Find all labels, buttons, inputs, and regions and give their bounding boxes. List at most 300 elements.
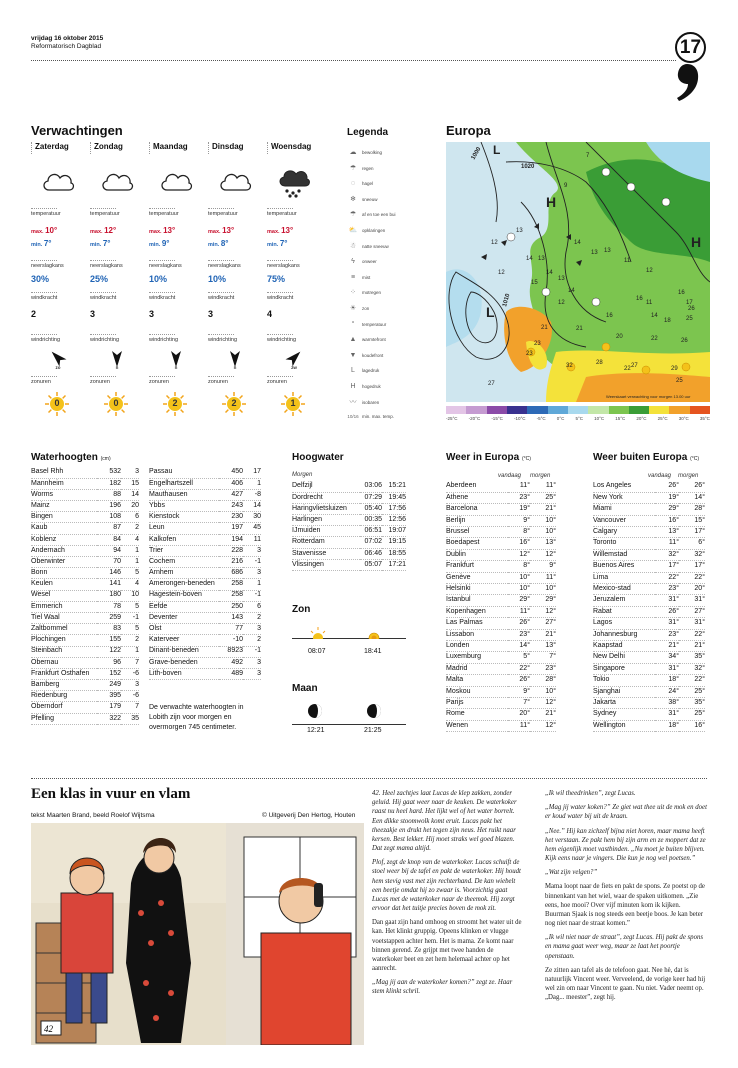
rain-chance: 10% <box>149 274 168 284</box>
water-row-cell: Pfelling <box>31 714 54 722</box>
water-row-cell: Zaltbommel <box>31 625 68 633</box>
legend-label: af en toe een bui <box>362 212 396 218</box>
europe-row-cell: 5° <box>523 653 530 661</box>
legend-item <box>347 399 379 407</box>
water-row-cell: 6 <box>257 602 261 610</box>
world-table <box>593 481 705 732</box>
legend-icon: ⛅ <box>348 227 358 234</box>
map-temp: 23 <box>526 351 533 357</box>
water-row-cell: 1 <box>135 546 139 554</box>
europe-row-cell: Kopenhagen <box>446 607 486 615</box>
issue-date: vrijdag 16 oktober 2015 <box>31 35 104 42</box>
tide-row <box>292 537 406 548</box>
wind-label: windkracht <box>149 295 176 301</box>
world-row-cell: 19° <box>668 493 679 501</box>
sunset-icon <box>365 627 383 639</box>
water-row <box>149 512 261 523</box>
rain-label: neerslagkans <box>149 263 182 269</box>
water-row <box>31 478 139 489</box>
scale-swatch <box>466 406 486 414</box>
map-temp: 22 <box>624 366 631 372</box>
europe-row-cell: Dublin <box>446 550 466 558</box>
europe-row-cell: 10° <box>545 687 556 695</box>
water-row <box>31 501 139 512</box>
world-row-cell: Sydney <box>593 710 617 718</box>
tide-row <box>292 548 406 559</box>
europe-row <box>446 675 556 686</box>
map-temp: 12 <box>558 300 565 306</box>
min-label: min. <box>90 242 102 248</box>
page-number: 17 <box>675 32 706 63</box>
map-temp: 15 <box>531 280 538 286</box>
europe-row-cell: Moskou <box>446 687 471 695</box>
tide-row-cell: 06:46 <box>364 549 382 557</box>
water-row-cell: Deventer <box>149 613 178 621</box>
water-row-cell: Olst <box>149 625 162 633</box>
europe-row <box>446 549 556 560</box>
water-row-cell: Wesel <box>31 591 51 599</box>
tide-morgen: Morgen <box>292 472 313 478</box>
world-row-cell: Toronto <box>593 539 617 547</box>
water-row-cell: 70 <box>113 557 121 565</box>
europe-row-cell: Lissabon <box>446 630 475 638</box>
page-header <box>31 35 103 52</box>
world-row <box>593 549 705 560</box>
water-row-cell: 4 <box>135 535 139 543</box>
water-row-cell: -1 <box>254 647 261 655</box>
water-row-cell: Kaub <box>31 524 48 532</box>
water-row <box>149 545 261 556</box>
tide-row-cell: Rotterdam <box>292 538 325 546</box>
map-pressure-high: H <box>546 194 557 210</box>
water-row-cell: 96 <box>113 658 121 666</box>
tide-title: Hoogwater <box>292 452 344 463</box>
water-row-cell: 11 <box>253 535 261 543</box>
scale-swatch <box>588 406 608 414</box>
world-row-cell: 22° <box>694 630 705 638</box>
water-row-cell: -8 <box>254 490 261 498</box>
max-label: max. <box>90 229 103 235</box>
europe-row-cell: Genève <box>446 573 471 581</box>
water-row <box>149 612 261 623</box>
isobar-label: 1000 <box>470 146 483 161</box>
water-row-cell: 3 <box>257 546 261 554</box>
map-temp: 16 <box>606 313 613 319</box>
map-temp: 28 <box>596 360 603 366</box>
europe-row <box>446 606 556 617</box>
wind-direction: zo <box>55 365 61 370</box>
europe-row-cell: 26° <box>519 619 530 627</box>
sunrise-icon <box>309 627 327 639</box>
legend-label: hogedruk <box>362 384 381 389</box>
water-row-cell: Oberndorf <box>31 703 63 711</box>
world-row-cell: Tokio <box>593 676 610 684</box>
europe-row-cell: Parijs <box>446 698 464 706</box>
legend-icon: ☁ <box>349 149 357 156</box>
comic-illustration <box>31 823 364 1045</box>
map-pressure-high: H <box>691 234 702 250</box>
water-table-left <box>31 467 139 725</box>
story-paragraph: „Ik wil theedrinken”, zegt Lucas. <box>545 790 636 797</box>
tide-row-cell: Harlingen <box>292 515 322 523</box>
world-row-cell: 15° <box>694 516 705 524</box>
map-temp: 16 <box>636 296 643 302</box>
tide-row-cell: 06:51 <box>364 527 382 535</box>
rain-chance: 25% <box>90 274 109 284</box>
world-row <box>593 527 705 538</box>
isobar-label: 1010 <box>502 293 512 308</box>
day-name: Woensdag <box>267 142 321 154</box>
max-temp: 13° <box>281 226 294 235</box>
legend-item <box>347 180 373 188</box>
sunset-time: 18:41 <box>364 648 382 655</box>
water-row <box>31 635 139 646</box>
legend-icon: ❄ <box>350 195 356 203</box>
dir-label: windrichting <box>149 337 179 343</box>
legend-item <box>347 383 381 391</box>
water-row <box>149 657 261 668</box>
sunrise-time: 08:07 <box>308 648 326 655</box>
water-row-cell: 216 <box>231 557 243 565</box>
water-row-cell: -6 <box>132 692 139 700</box>
tide-row <box>292 503 406 514</box>
tide-row-cell: Dordrecht <box>292 493 323 501</box>
max-temp: 12° <box>104 226 117 235</box>
tide-row-cell: 17:56 <box>388 504 406 512</box>
world-row-cell: 31° <box>668 664 679 672</box>
scale-label: 0°C <box>556 416 565 421</box>
min-temp: 8° <box>220 239 229 248</box>
europe-row <box>446 709 556 720</box>
legend-icon: 〰 <box>349 398 357 406</box>
map-temp: 12 <box>498 270 505 276</box>
tide-row-cell: Stavenisse <box>292 549 327 557</box>
europe-row <box>446 618 556 629</box>
water-row-cell: Steinbach <box>31 647 63 655</box>
map-pressure-low: L <box>486 304 495 320</box>
water-row <box>149 646 261 657</box>
water-row-cell: 2 <box>135 524 139 532</box>
tide-row-cell: 12:56 <box>388 515 406 523</box>
water-row <box>31 557 139 568</box>
world-row-cell: 31° <box>668 710 679 718</box>
map-temp: 11 <box>646 300 653 306</box>
scale-swatch <box>609 406 629 414</box>
map-temp: 11 <box>624 258 631 264</box>
world-row-cell: 31° <box>668 596 679 604</box>
world-row <box>593 492 705 503</box>
world-row-cell: 22° <box>694 573 705 581</box>
europe-row-cell: 10° <box>519 573 530 581</box>
map-temp: 27 <box>488 381 495 387</box>
world-row-cell: Lagos <box>593 619 613 627</box>
map-pressure-low: L <box>493 143 501 157</box>
wind-direction: n <box>115 365 119 370</box>
europe-row-cell: 9° <box>523 687 530 695</box>
water-row <box>149 635 261 646</box>
rain-cloud-icon <box>277 170 331 201</box>
europe-row-cell: 8° <box>523 528 530 536</box>
water-row-cell: 5 <box>135 569 139 577</box>
europe-row-cell: Istanbul <box>446 596 471 604</box>
temperature-scale-labels <box>446 416 710 421</box>
water-table-right <box>149 467 261 680</box>
world-tomorrow: morgen <box>678 473 699 479</box>
water-row-cell: 427 <box>231 490 243 498</box>
world-row-cell: New Delhi <box>593 653 625 661</box>
europe-row-cell: 23° <box>545 664 556 672</box>
cloud-icon <box>159 170 213 195</box>
legend-item <box>347 352 383 360</box>
europe-row-cell: 25° <box>545 493 556 501</box>
forecast-title: Verwachtingen <box>31 123 123 138</box>
water-row-cell: 3 <box>257 625 261 633</box>
europe-row <box>446 504 556 515</box>
world-row <box>593 572 705 583</box>
sun-label: zonuren <box>149 379 169 385</box>
max-temp: 13° <box>222 226 235 235</box>
europe-row-cell: Las Palmas <box>446 619 483 627</box>
water-row-cell: 108 <box>109 513 121 521</box>
water-row-cell: 155 <box>109 636 121 644</box>
world-row-cell: Buenos Aires <box>593 562 635 570</box>
comma-logo-icon <box>674 62 700 102</box>
map-temp: 20 <box>616 334 623 340</box>
world-row-cell: Los Angeles <box>593 482 632 490</box>
europe-row-cell: 12° <box>545 698 556 706</box>
map-temp: 14 <box>546 270 553 276</box>
world-row <box>593 618 705 629</box>
story-paragraph: Dan gaat zijn hand omhoog en stroomt het water uit de kan. Het klinkt gruppig. Opeens klinken er vlugge voetstappen achter hem. Het is mama. Ze komt naar binnen gerend. Ze grijpt met twee handen de waterkoker beet en zet hem helemaal achter op het aanrecht. <box>372 919 522 973</box>
water-row-cell: 1 <box>135 557 139 565</box>
world-row-cell: Willemstad <box>593 550 628 558</box>
wind-force: 3 <box>149 309 155 319</box>
sun-hours: 2 <box>231 398 237 408</box>
wind-force: 3 <box>208 309 214 319</box>
water-row-cell: Bonn <box>31 569 48 577</box>
water-row-cell: Andernach <box>31 546 65 554</box>
forecast-day-3 <box>208 142 262 408</box>
tide-row-cell: 18:55 <box>388 549 406 557</box>
world-row-cell: 13° <box>668 528 679 536</box>
sun-hours: 0 <box>113 398 119 408</box>
water-row <box>31 534 139 545</box>
water-row-cell: 84 <box>113 535 121 543</box>
wind-label: windkracht <box>90 295 117 301</box>
tide-row-cell: Haringvlietsluizen <box>292 504 347 512</box>
scale-swatch <box>446 406 466 414</box>
water-row-cell: 2 <box>135 636 139 644</box>
water-row-cell: 77 <box>235 625 243 633</box>
legend-label: natte sneeuw <box>362 243 389 249</box>
water-row-cell: 230 <box>231 513 243 521</box>
world-row-cell: 27° <box>694 607 705 615</box>
water-row-cell: 78 <box>113 602 121 610</box>
europe-row <box>446 515 556 526</box>
story-byline: tekst Maarten Brand, beeld Roelof Wijtsma <box>31 812 155 819</box>
scale-label: 5°C <box>575 416 583 421</box>
water-row-cell: Cochem <box>149 557 176 565</box>
water-row-cell: Amerongen-beneden <box>149 580 215 588</box>
newspaper-name: Reformatorisch Dagblad <box>31 43 102 51</box>
world-row-cell: 34° <box>668 653 679 661</box>
water-row-cell: Worms <box>31 490 54 498</box>
water-row-cell: 1 <box>135 647 139 655</box>
water-row-cell: 3 <box>257 569 261 577</box>
story-column-1 <box>372 789 524 1002</box>
dir-label: windrichting <box>208 337 238 343</box>
europe-row-cell: Brussel <box>446 528 470 536</box>
map-temp: 14 <box>526 256 533 262</box>
europe-row-cell: 29° <box>545 596 556 604</box>
world-row-cell: 29° <box>668 505 679 513</box>
dir-label: windrichting <box>31 337 61 343</box>
legend-item <box>347 165 374 173</box>
world-row-cell: 16° <box>694 721 705 729</box>
water-row-cell: Eefde <box>149 602 168 610</box>
europe-row-cell: 10° <box>545 528 556 536</box>
europe-row-cell: 11° <box>519 721 530 729</box>
rain-label: neerslagkans <box>208 263 241 269</box>
map-temp: 13 <box>604 248 611 254</box>
wind-force: 2 <box>31 309 37 319</box>
legend-title: Legenda <box>347 127 389 138</box>
world-row-cell: 6° <box>698 539 705 547</box>
legend-label: zon <box>362 306 370 311</box>
moon-timeline <box>292 724 406 725</box>
rain-label: neerslagkans <box>90 263 123 269</box>
map-temp: 32 <box>566 363 573 369</box>
world-row-cell: 23° <box>668 630 679 638</box>
map-temp: 13 <box>516 228 523 234</box>
world-row <box>593 640 705 651</box>
legend-label: bewolking <box>362 150 383 155</box>
world-row-cell: 32° <box>694 550 705 558</box>
map-temp: 7 <box>586 153 590 159</box>
max-label: max. <box>31 229 44 235</box>
map-temp: 14 <box>568 288 575 294</box>
world-row-cell: 22° <box>668 573 679 581</box>
europe-title-text: Weer in Europa <box>446 452 520 463</box>
world-row-cell: Johannesburg <box>593 630 638 638</box>
water-row-cell: Ybbs <box>149 501 165 509</box>
water-row-cell: 395 <box>109 692 121 700</box>
water-row-cell: Arnhem <box>149 569 174 577</box>
europe-row <box>446 663 556 674</box>
water-row-cell: 5 <box>135 625 139 633</box>
wind-label: windkracht <box>208 295 235 301</box>
scale-label: 10°C <box>594 416 605 421</box>
europe-row-cell: 26° <box>519 676 530 684</box>
water-row-cell: 3 <box>257 658 261 666</box>
europe-row-cell: Wenen <box>446 721 469 729</box>
legend-label: temperatuur <box>362 321 387 327</box>
europe-row-cell: 12° <box>545 721 556 729</box>
water-row-cell: 2 <box>257 636 261 644</box>
wind-direction: zw <box>291 365 297 370</box>
wind-force: 3 <box>90 309 96 319</box>
world-row-cell: 11° <box>668 539 679 547</box>
max-temp: 13° <box>163 226 176 235</box>
story-paragraph: „Wat zijn velgen?” <box>545 869 598 877</box>
tide-row <box>292 492 406 503</box>
world-row-cell: 38° <box>668 698 679 706</box>
max-temp: 10° <box>45 226 58 235</box>
sun-label: zonuren <box>90 379 110 385</box>
europe-row-cell: 28° <box>545 676 556 684</box>
story-paragraph: „Mag jij water koken?” Ze giet wat thee uit de mok en doet er koud water bij uit de kraan. <box>545 804 707 821</box>
world-row-cell: Sjanghai <box>593 687 621 695</box>
scale-swatch <box>487 406 507 414</box>
world-row-cell: 26° <box>694 482 705 490</box>
europe-row-cell: 12° <box>545 550 556 558</box>
sun-label: zonuren <box>31 379 51 385</box>
europe-row-cell: 12° <box>519 550 530 558</box>
legend-icon: 10/16 <box>347 414 359 420</box>
europe-row-cell: 14° <box>519 641 530 649</box>
europe-row-cell: 13° <box>545 539 556 547</box>
dir-label: windrichting <box>267 337 297 343</box>
map-temp: 13 <box>538 256 545 262</box>
europe-row-cell: Athene <box>446 493 469 501</box>
map-temp: 23 <box>534 341 541 347</box>
water-row <box>31 568 139 579</box>
water-row-cell: 87 <box>113 524 121 532</box>
europe-row-cell: 9° <box>523 516 530 524</box>
water-row-cell: 83 <box>113 625 121 633</box>
europe-row <box>446 584 556 595</box>
water-row <box>31 512 139 523</box>
water-row-cell: 10 <box>131 591 139 599</box>
world-row <box>593 561 705 572</box>
world-row-cell: 31° <box>694 596 705 604</box>
water-row-cell: Emmerich <box>31 602 63 610</box>
day-name: Maandag <box>149 142 203 154</box>
world-unit: (°C) <box>690 456 700 462</box>
water-row-cell: Mannheim <box>31 479 64 487</box>
europe-row-cell: 7° <box>549 653 556 661</box>
day-name: Zaterdag <box>31 142 85 154</box>
water-row-cell: 15 <box>131 479 139 487</box>
water-row <box>149 601 261 612</box>
water-row-cell: 228 <box>231 546 243 554</box>
water-row-cell: 45 <box>253 524 261 532</box>
legend-item <box>347 258 377 266</box>
world-row-cell: 18° <box>668 676 679 684</box>
europe-row-cell: Berlijn <box>446 516 466 524</box>
europe-row <box>446 629 556 640</box>
sun-hours: 2 <box>172 398 178 408</box>
water-row-cell: 88 <box>113 490 121 498</box>
water-row <box>31 713 139 724</box>
europe-row-cell: 21° <box>545 505 556 513</box>
europe-row-cell: 23° <box>519 493 530 501</box>
scale-swatch <box>548 406 568 414</box>
water-row <box>31 467 139 478</box>
water-row-cell: 122 <box>109 647 121 655</box>
water-row-cell: -1 <box>132 613 139 621</box>
water-row-cell: 196 <box>109 501 121 509</box>
water-row-cell: 492 <box>231 658 243 666</box>
europe-row-cell: 23° <box>519 630 530 638</box>
water-unit: (cm) <box>100 456 111 462</box>
legend-label: mist <box>362 274 371 280</box>
world-row-cell: Calgary <box>593 528 618 536</box>
europe-row-cell: 11° <box>545 573 556 581</box>
scale-label: 25°C <box>657 416 668 421</box>
water-row-cell: 4 <box>135 580 139 588</box>
water-row-cell: 182 <box>109 479 121 487</box>
